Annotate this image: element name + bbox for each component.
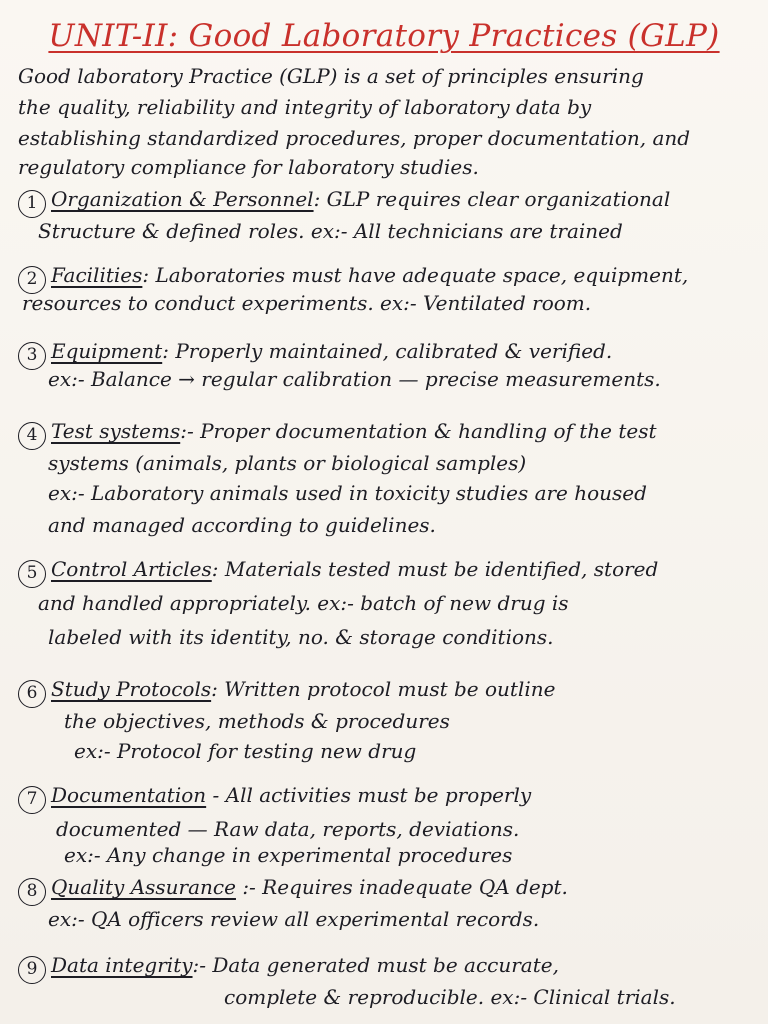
section-heading: Study Protocols — [51, 677, 212, 701]
section-2-line-2: resources to conduct experiments. ex:- Ventilated room. — [22, 291, 592, 315]
section-heading: Test systems — [51, 419, 181, 443]
section-text: All activities must be properly — [225, 783, 532, 807]
section-1-line-2: Structure & defined roles. ex:- All technicians are trained — [38, 219, 623, 243]
section-separator: : — [313, 187, 321, 211]
section-heading: Documentation — [51, 783, 207, 807]
section-6-line-3: ex:- Protocol for testing new drug — [74, 739, 417, 763]
section-number-badge: 6 — [18, 680, 46, 708]
section-text: Properly maintained, calibrated & verified. — [175, 339, 613, 363]
page-title: UNIT-II: Good Laboratory Practices (GLP) — [48, 18, 720, 54]
section-number-badge: 3 — [18, 342, 46, 370]
section-separator: : — [211, 677, 218, 701]
section-4-title-line — [18, 418, 756, 450]
intro-line-2: the quality, reliability and integrity of laboratory data by — [18, 95, 592, 119]
section-1-title-line — [18, 186, 756, 218]
section-3-line-2: ex:- Balance → regular calibration — precise measurements. — [48, 367, 661, 391]
section-text: GLP requires clear organizational — [326, 187, 671, 211]
section-number-badge: 5 — [18, 560, 46, 588]
section-separator: : — [162, 339, 169, 363]
section-8-title-line — [18, 874, 756, 906]
section-number-badge: 1 — [18, 190, 46, 218]
section-9-title-line — [18, 952, 756, 984]
section-separator: :- — [180, 419, 194, 443]
section-9-line-2: complete & reproducible. ex:- Clinical trials. — [224, 985, 676, 1009]
section-text: Materials tested must be identified, stored — [224, 557, 659, 581]
section-separator: : — [211, 557, 219, 581]
section-separator: :- — [242, 875, 256, 899]
section-5-title-line — [18, 556, 756, 588]
section-heading: Control Articles — [51, 557, 212, 581]
section-7-line-2: documented — Raw data, reports, deviations. — [56, 817, 520, 841]
section-4-line-2: systems (animals, plants or biological samples) — [48, 451, 527, 475]
section-7-title-line — [18, 782, 756, 814]
section-8-line-2: ex:- QA officers review all experimental records. — [48, 907, 540, 931]
section-heading: Quality Assurance — [51, 875, 236, 899]
intro-line-3: establishing standardized procedures, proper documentation, and — [18, 126, 691, 150]
section-number-badge: 2 — [18, 266, 46, 294]
section-4-line-3: ex:- Laboratory animals used in toxicity studies are housed — [48, 481, 647, 505]
section-6-line-2: the objectives, methods & procedures — [64, 709, 450, 733]
section-5-line-3: labeled with its identity, no. & storage conditions. — [48, 625, 554, 649]
section-separator: :- — [192, 953, 207, 977]
section-separator: - — [212, 783, 220, 807]
section-text: Laboratories must have adequate space, equipment, — [155, 263, 689, 287]
section-7-line-3: ex:- Any change in experimental procedures — [64, 843, 513, 867]
intro-line-1: Good laboratory Practice (GLP) is a set of principles ensuring — [18, 64, 644, 88]
section-text: Written protocol must be outline — [224, 677, 556, 701]
section-number-badge: 7 — [18, 786, 46, 814]
section-text: Requires inadequate QA dept. — [262, 875, 568, 899]
section-text: Proper documentation & handling of the test — [200, 419, 657, 443]
section-number-badge: 9 — [18, 956, 46, 984]
section-number-badge: 8 — [18, 878, 46, 906]
section-heading: Equipment — [51, 339, 163, 363]
section-4-line-4: and managed according to guidelines. — [48, 513, 436, 537]
section-heading: Facilities — [51, 263, 143, 287]
section-separator: : — [142, 263, 150, 287]
section-heading: Data integrity — [51, 953, 193, 977]
section-text: Data generated must be accurate, — [212, 953, 559, 977]
section-5-line-2: and handled appropriately. ex:- batch of new drug is — [38, 591, 569, 615]
intro-line-4: regulatory compliance for laboratory studies. — [18, 155, 479, 179]
section-6-title-line — [18, 676, 756, 708]
section-number-badge: 4 — [18, 422, 46, 450]
section-heading: Organization & Personnel — [51, 187, 314, 211]
